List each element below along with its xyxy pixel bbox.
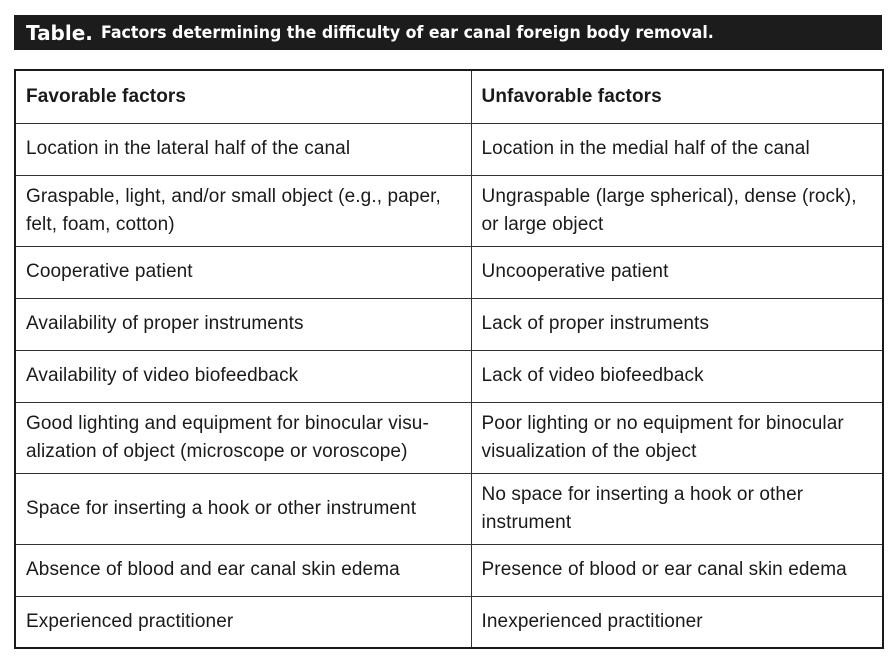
table-caption: Factors determining the difficulty of ear canal foreign body removal. (100, 22, 714, 43)
favorable-cell: Absence of blood and ear canal skin edema (15, 544, 471, 596)
unfavorable-cell: Location in the medial half of the canal (471, 123, 883, 175)
favorable-cell: Cooperative patient (15, 246, 471, 298)
table-title-bar (14, 15, 882, 50)
favorable-cell: Availability of video biofeedback (15, 350, 471, 402)
table-row (15, 544, 883, 596)
unfavorable-cell: Poor lighting or no equipment for binocular visualization of the object (471, 402, 883, 473)
table-row (15, 298, 883, 350)
column-header-favorable: Favorable factors (15, 70, 471, 123)
table-row (15, 123, 883, 175)
unfavorable-cell: Ungraspable (large spherical), dense (rock), or large object (471, 175, 883, 246)
favorable-cell: Location in the lateral half of the canal (15, 123, 471, 175)
favorable-cell: Experienced practitioner (15, 596, 471, 648)
table-row (15, 402, 883, 473)
table-row (15, 596, 883, 648)
favorable-cell: Space for inserting a hook or other instrument (15, 473, 471, 544)
table-row (15, 350, 883, 402)
unfavorable-cell: Inexperienced practitioner (471, 596, 883, 648)
unfavorable-cell: Lack of proper instruments (471, 298, 883, 350)
favorable-cell: Availability of proper instruments (15, 298, 471, 350)
table-row (15, 473, 883, 544)
unfavorable-cell: Uncooperative patient (471, 246, 883, 298)
unfavorable-cell: No space for inserting a hook or other instrument (471, 473, 883, 544)
table-row (15, 175, 883, 246)
favorable-cell: Good lighting and equipment for binocular visu-alization of object (microscope or voroscope) (15, 402, 471, 473)
column-header-unfavorable: Unfavorable factors (471, 70, 883, 123)
header-row (15, 70, 883, 123)
unfavorable-cell: Presence of blood or ear canal skin edema (471, 544, 883, 596)
table-label: Table. (26, 20, 93, 45)
unfavorable-cell: Lack of video biofeedback (471, 350, 883, 402)
favorable-cell: Graspable, light, and/or small object (e.g., paper, felt, foam, cotton) (15, 175, 471, 246)
factors-table (14, 69, 884, 649)
table-row (15, 246, 883, 298)
